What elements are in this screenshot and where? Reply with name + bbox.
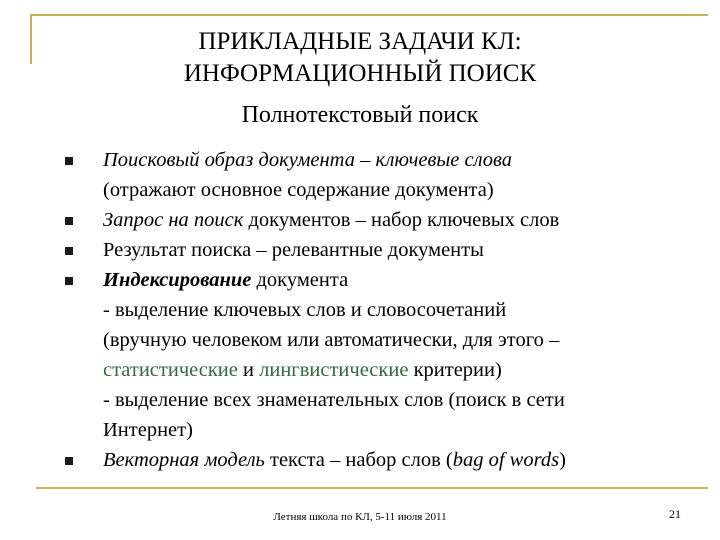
list-item-continuation — [103, 325, 673, 355]
text-segment: (отражают основное содержание документа) — [103, 179, 494, 201]
indexing-term: Индексирование — [103, 269, 252, 291]
bottom-rule — [36, 487, 708, 489]
bullet-icon — [65, 157, 73, 165]
text-segment: документов – набор ключевых слов — [243, 209, 560, 231]
linguistic-term: лингвистические — [259, 359, 409, 381]
text-segment: (вручную человеком или автоматически, для этого – — [103, 329, 560, 351]
bullet-list — [103, 145, 673, 475]
list-item-continuation — [103, 355, 673, 385]
list-item — [103, 235, 673, 265]
keywords-term: ключевые слова — [375, 149, 513, 171]
bag-of-words-term: bag of words — [452, 449, 560, 471]
text-segment: - выделение ключевых слов и словосочетаний — [103, 299, 507, 321]
list-item-continuation — [103, 415, 673, 445]
text-segment: текста – набор слов ( — [264, 449, 453, 471]
bullet-icon — [65, 217, 73, 225]
top-rule — [30, 14, 708, 16]
list-item-continuation — [103, 175, 673, 205]
title-line-2: ИНФОРМАЦИОННЫЙ ПОИСК — [183, 60, 537, 87]
slide-title — [60, 26, 660, 90]
slide-subtitle: Полнотекстовый поиск — [241, 102, 479, 128]
text-segment: – — [355, 149, 376, 171]
page-number: 21 — [669, 507, 681, 521]
bullet-icon — [65, 277, 73, 285]
list-item-continuation — [103, 385, 673, 415]
bullet-icon — [65, 247, 73, 255]
text-segment: Интернет) — [103, 419, 193, 441]
list-item — [103, 265, 673, 295]
list-item — [103, 205, 673, 235]
list-item-continuation — [103, 295, 673, 325]
text-segment: Результат поиска – релевантные документы — [103, 239, 484, 261]
vector-model-term: Векторная модель — [103, 449, 265, 471]
search-image-term: Поисковый образ документа — [103, 149, 355, 171]
text-segment: - выделение всех знаменательных слов (поиск в сети — [103, 389, 565, 411]
text-segment: критерии) — [408, 359, 502, 381]
query-term: Запрос на поиск — [103, 209, 244, 231]
list-item — [103, 445, 673, 475]
footer-text: Летняя школа по КЛ, 5-11 июля 2011 — [273, 511, 447, 523]
text-segment: ) — [559, 449, 566, 471]
left-rule — [30, 14, 32, 64]
statistical-term: статистические — [103, 359, 238, 381]
title-line-1: ПРИКЛАДНЫЕ ЗАДАЧИ КЛ: — [198, 28, 522, 55]
bullet-icon — [65, 457, 73, 465]
list-item — [103, 145, 673, 175]
text-segment: и — [237, 359, 260, 381]
text-segment: документа — [251, 269, 349, 291]
